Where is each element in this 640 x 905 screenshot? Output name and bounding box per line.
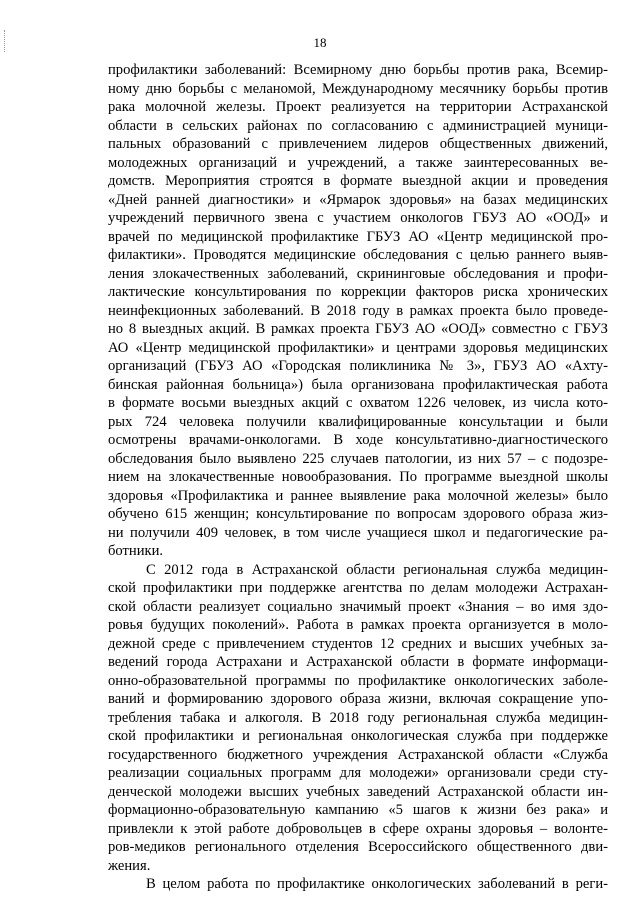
text-line: лактические консультирования по коррекции факторов риска хронических	[108, 284, 608, 300]
text-line: обследования было выявлено 225 случаев патологии, из них 57 – с подозре-	[108, 450, 608, 467]
text-line: привлекли к этой работе добровольцев в сфере охраны здоровья – волонте-	[108, 820, 608, 837]
text-line: жения.	[108, 857, 151, 874]
text-line: ской области реализует социально значимый проект «Знания – во имя здо-	[108, 598, 608, 615]
text-line: области в сельских районах по согласованию с администрацией муници-	[108, 117, 608, 134]
text-line: требления табака и алкоголя. В 2018 году региональная служба медицин-	[108, 709, 608, 726]
text-line: государственного бюджетного учреждения Астраханской области «Служба	[108, 746, 608, 763]
text-line: врачей по медицинской профилактике ГБУЗ АО «Центр медицинской про-	[108, 228, 608, 245]
text-line: здоровья «Профилактика и раннее выявление рака молочной железы» было	[108, 487, 608, 504]
text-line: филактики». Проводятся медицинские обследования с целью раннего выяв-	[108, 247, 608, 263]
text-line: онно-образовательной программы по профилактике онкологических заболе-	[108, 672, 608, 689]
text-line: домств. Мероприятия строятся в формате выездной акции и проведения	[108, 173, 608, 189]
text-line: нием на злокачественные новообразования. По программе выездной школы	[108, 469, 608, 485]
text-line: С 2012 года в Астраханской области региональная служба медицин-	[146, 561, 608, 578]
text-line: в формате восьми выездных акций с охватом 1226 человек, из числа кото-	[108, 395, 608, 411]
text-line: В целом работа по профилактике онкологических заболеваний в реги-	[146, 876, 608, 892]
text-line: профилактики заболеваний: Всемирному дню борьбы против рака, Всемир-	[108, 62, 608, 78]
text-line: обучено 615 женщин; консультирование по вопросам здорового образа жиз-	[108, 506, 608, 522]
text-line: ров-медиков регионального отделения Всероссийского общественного дви-	[108, 839, 608, 855]
text-line: молодежных организаций и учреждений, а также заинтересованных ве-	[108, 154, 608, 171]
text-line: неинфекционных заболеваний. В 2018 году в рамках проекта было проведе-	[108, 302, 608, 319]
page-number: 18	[313, 35, 327, 50]
text-line: учреждений первичного звена с участием онкологов ГБУЗ АО «ООД» и	[108, 210, 608, 226]
text-line: бинская районная больница») была организована профилактическая работа	[108, 376, 608, 393]
body-text	[108, 61, 608, 894]
text-line: АО «Центр медицинской профилактики» и центрами здоровья медицинских	[108, 339, 608, 356]
text-line: пальных образований с привлечением лидеров общественных движений,	[108, 136, 608, 152]
text-line: денческой молодежи высших учебных заведений Астраханской области ин-	[108, 783, 608, 800]
text-line: формационно-образовательную кампанию «5 шагов к жизни без рака» и	[108, 802, 608, 818]
text-line: реализации социальных программ для молодежи» организовали среди сту-	[108, 765, 608, 781]
text-line: организаций (ГБУЗ АО «Городская поликлиника № 3», ГБУЗ АО «Ахту-	[108, 358, 608, 374]
text-line: осмотрены врачами-онкологами. В ходе консультативно-диагностического	[108, 432, 608, 448]
text-line: ботники.	[108, 543, 164, 559]
text-line: рака молочной железы. Проект реализуется на территории Астраханской	[108, 99, 608, 115]
text-line: ской профилактики и региональная онкологическая служба при поддержке	[108, 728, 608, 744]
text-line: ведений города Астрахани и Астраханской области в формате информаци-	[108, 654, 608, 670]
text-line: ской профилактики при поддержке агентства по делам молодежи Астрахан-	[108, 580, 608, 596]
text-line: но 8 выездных акций. В рамках проекта ГБУЗ АО «ООД» совместно с ГБУЗ	[108, 321, 608, 337]
text-line: «Дней ранней диагностики» и «Ярмарок здоровья» на базах медицинских	[108, 191, 608, 208]
text-line: ваний и формированию здорового образа жизни, включая сокращение упо-	[108, 691, 608, 707]
text-line: ровья будущих поколений». Работа в рамках проекта организуется в моло-	[108, 617, 608, 633]
text-line: ления злокачественных заболеваний, скрининговые обследования и профи-	[108, 265, 608, 282]
text-line: ному дню борьбы с меланомой, Международному месячнику борьбы против	[108, 80, 608, 97]
text-line: дежной среде с привлечением студентов 12 средних и высших учебных за-	[108, 635, 608, 652]
text-line: ни получили 409 человек, в том числе учащиеся школ и педагогические ра-	[108, 524, 608, 541]
text-line: рых 724 человека получили квалифицированные консультации и были	[108, 413, 608, 430]
